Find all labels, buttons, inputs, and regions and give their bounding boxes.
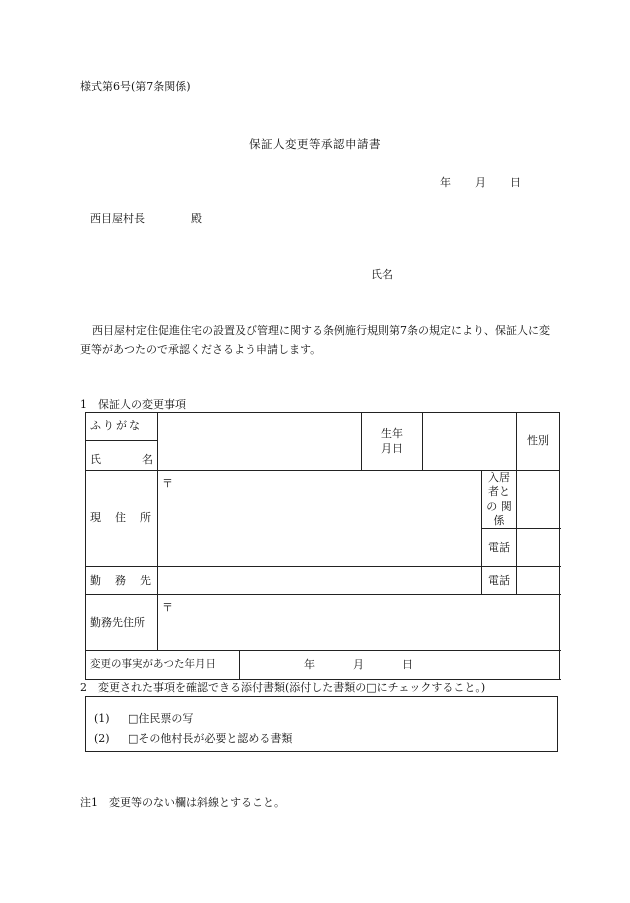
workplace-phone-label: 電話: [488, 573, 510, 587]
attachment-item-num: (2): [94, 732, 110, 745]
workplace-label-cell: [86, 567, 158, 595]
address-label: 現 住 所: [90, 511, 151, 525]
furigana-label: ふりがな: [90, 419, 142, 433]
phone-input-cell[interactable]: [517, 529, 560, 567]
footnote: 注1 変更等のない欄は斜線とすること。: [80, 796, 285, 809]
phone-label-cell: [482, 529, 517, 567]
addressee: [90, 212, 202, 226]
document-title: 保証人変更等承認申請書: [249, 137, 381, 151]
relation-label-cell: [482, 471, 517, 529]
postal-mark: 〒: [162, 477, 173, 490]
change-day: 日: [402, 658, 413, 672]
guarantor-change-table: [85, 412, 560, 680]
phone-label: 電話: [488, 540, 510, 554]
workplace-input-cell[interactable]: [158, 567, 482, 595]
section2-heading: 2 変更された事項を確認できる添付書類(添付した書類の□にチェックすること。): [80, 681, 486, 694]
date-year: 年: [440, 176, 451, 189]
addressee-name: 西目屋村長: [90, 212, 145, 225]
workplace-address-label: 勤務先住所: [90, 615, 145, 629]
date-month: 月: [475, 176, 486, 189]
name-label-cell: [86, 441, 158, 471]
name-label: 氏 名: [90, 452, 153, 466]
body-text: [80, 322, 560, 359]
workplace-phone-label-cell: [482, 567, 517, 595]
attachment-item[interactable]: [94, 729, 557, 749]
birth-input-cell[interactable]: [423, 413, 517, 471]
name-input-cell[interactable]: [158, 413, 362, 471]
attachment-list: [85, 696, 558, 752]
change-year: 年: [304, 658, 315, 672]
birth-label-2: 月日: [381, 441, 403, 455]
date-line: [440, 176, 521, 190]
birth-label-cell: [362, 413, 423, 471]
change-month: 月: [353, 658, 364, 672]
furigana-label-cell: [86, 413, 158, 441]
body-text-content: 西目屋村定住促進住宅の設置及び管理に関する条例施行規則第7条の規定により、保証人に変更等があつたので承認くださるよう申請します。: [80, 324, 550, 356]
workplace-address-label-cell: [86, 595, 158, 651]
change-date-input-cell[interactable]: [240, 651, 560, 680]
form-number: 様式第6号(第7条関係): [80, 80, 191, 93]
section1-heading: 1 保証人の変更事項: [80, 398, 186, 411]
attachment-item-num: (1): [94, 712, 110, 725]
gender-label: 性別: [527, 434, 549, 448]
addressee-honorific: 殿: [191, 212, 202, 225]
date-day: 日: [510, 176, 521, 189]
change-date-label: 変更の事実があつた年月日: [90, 658, 216, 671]
workplace-address-input-cell[interactable]: [158, 595, 560, 651]
gender-label-cell: [517, 413, 560, 471]
relation-input-cell[interactable]: [517, 471, 560, 529]
address-input-cell[interactable]: [158, 471, 482, 567]
attachment-item-label: □その他村長が必要と認める書類: [128, 732, 293, 745]
workplace-postal-mark: 〒: [162, 601, 173, 615]
workplace-phone-input-cell[interactable]: [517, 567, 560, 595]
attachment-item[interactable]: [94, 709, 557, 729]
relation-label-1: 入居者と: [488, 471, 510, 499]
address-label-cell: [86, 471, 158, 567]
applicant-name-label: 氏名: [371, 268, 393, 281]
birth-label-1: 生年: [381, 427, 403, 441]
change-date-label-cell: [86, 651, 240, 680]
attachment-item-label: □住民票の写: [128, 712, 194, 725]
relation-label-2: の 関 係: [486, 499, 512, 527]
workplace-label: 勤 務 先: [90, 573, 151, 587]
